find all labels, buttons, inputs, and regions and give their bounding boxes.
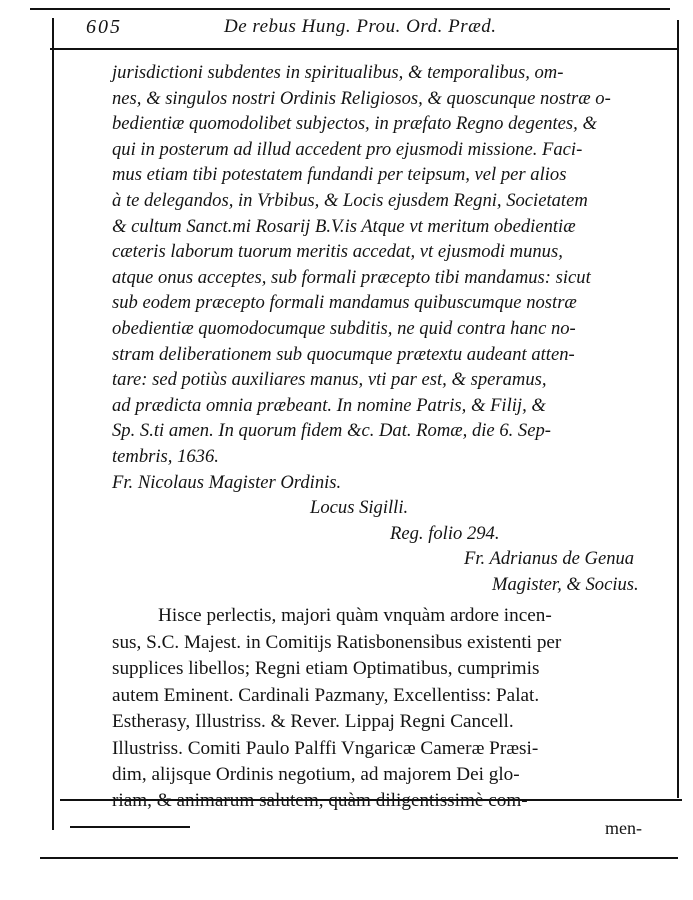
decree-line: & cultum Sanct.mi Rosarij B.V.is Atque vt meritum obedientiæ — [112, 215, 576, 237]
decree-line: atque onus acceptes, sub formali præcepto tibi mandamus: sicut — [112, 266, 591, 288]
narrative-line: Hisce perlectis, majori quàm vnquàm ardore incen- — [158, 605, 552, 627]
cosigner-role: Magister, & Socius. — [492, 573, 639, 595]
decree-line: tembris, 1636. — [112, 445, 219, 467]
decree-line: cæteris laborum tuorum meritis accedat, vt ejusmodi munus, — [112, 241, 563, 263]
page-bottom-rule — [40, 857, 678, 859]
header-rule — [50, 48, 678, 50]
decree-line: tare: sed potiùs auxiliares manus, vti par est, & speramus, — [112, 369, 547, 391]
decree-line: qui in posterum ad illud accedent pro ejusmodi missione. Faci- — [112, 138, 583, 160]
catchword: men- — [605, 818, 642, 838]
decree-line: nes, & singulos nostri Ordinis Religiosos, & quoscunque nostræ o- — [112, 87, 611, 109]
register-line: Reg. folio 294. — [390, 522, 500, 544]
narrative-line: Estherasy, Illustriss. & Rever. Lippaj Regni Cancell. — [112, 711, 514, 733]
narrative-line: autem Eminent. Cardinali Pazmany, Excellentiss: Palat. — [112, 684, 540, 706]
narrative-line: riam, & animarum salutem, quàm diligentissimè com- — [112, 790, 528, 812]
decree-line: bedientiæ quomodolibet subjectos, in præfato Regno degentes, & — [112, 113, 597, 135]
catchword-rule-left — [70, 826, 190, 828]
decree-line: stram deliberationem sub quocumque prætextu audeant atten- — [112, 343, 575, 365]
narrative-line: supplices libellos; Regni etiam Optimatibus, cumprimis — [112, 658, 540, 680]
decree-line: Sp. S.ti amen. In quorum fidem &c. Dat. Romæ, die 6. Sep- — [112, 420, 551, 442]
narrative-text — [112, 603, 677, 814]
page-body — [112, 60, 677, 815]
page-number: 605 — [86, 16, 122, 38]
decree-text — [112, 60, 677, 470]
narrative-line: dim, alijsque Ordinis negotium, ad majorem Dei glo- — [112, 763, 520, 785]
signature-line: Fr. Nicolaus Magister Ordinis. — [112, 471, 342, 493]
decree-line: obedientiæ quomodocumque subditis, ne quid contra hanc no- — [112, 317, 576, 339]
cosigner-name: Fr. Adrianus de Genua — [464, 548, 635, 570]
decree-line: sub eodem præcepto formali mandamus quibuscumque nostræ — [112, 292, 577, 314]
decree-line: mus etiam tibi potestatem fundandi per teipsum, vel per alios — [112, 164, 567, 186]
frame-left-rule — [52, 18, 54, 830]
narrative-line: Illustriss. Comiti Paulo Palffi Vngaricæ Cameræ Præsi- — [112, 737, 539, 759]
running-head — [86, 6, 676, 46]
narrative-line: sus, S.C. Majest. in Comitijs Ratisbonensibus existenti per — [112, 631, 562, 653]
decree-line: jurisdictioni subdentes in spiritualibus, & temporalibus, om- — [112, 62, 564, 83]
decree-line: ad prædicta omnia præbeant. In nomine Patris, & Filij, & — [112, 394, 546, 416]
seal-line: Locus Sigilli. — [310, 497, 409, 519]
decree-line: à te delegandos, in Vrbibus, & Locis ejusdem Regni, Societatem — [112, 189, 588, 211]
frame-right-rule — [677, 20, 679, 798]
running-title: De rebus Hung. Prou. Ord. Præd. — [224, 16, 497, 37]
